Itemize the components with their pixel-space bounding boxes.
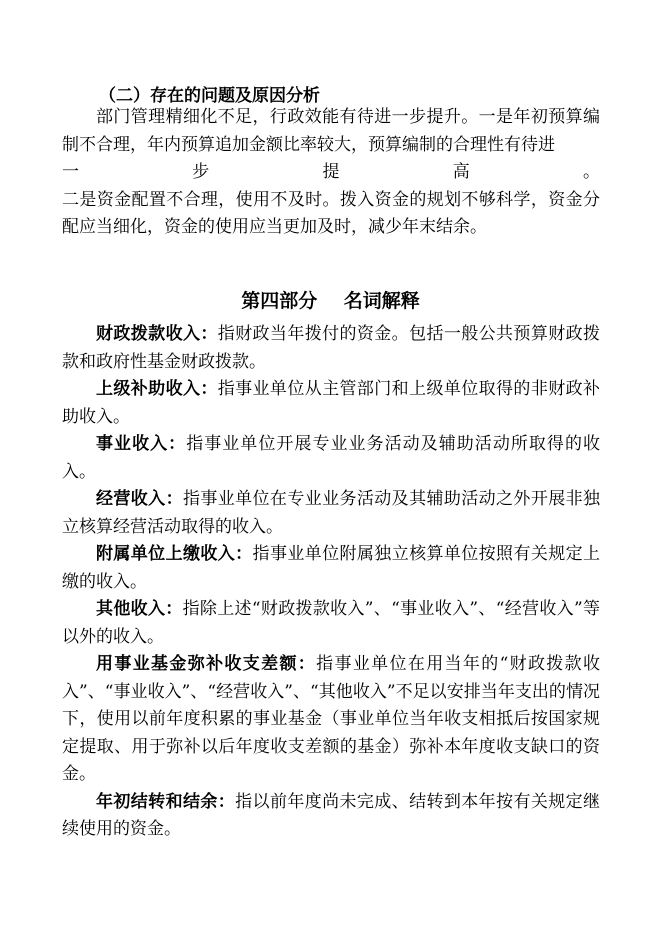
spread-char: 提 bbox=[322, 162, 340, 182]
term-name: 用事业基金弥补收支差额： bbox=[96, 654, 317, 674]
term-definition: 指事业单位在用当年的“财政拨款收入”、“事业收入”、“经营收入”、“其他收入”不足以安排当年支出的情况下，使用以前年度积累的事业基金（事业单位当年收支相抵后按国家规定提取、用于弥补以后年度收支差额的基金）弥补本年度收支缺口的资金。 bbox=[62, 654, 600, 784]
term-definition: 指事业单位从主管部门和上级单位取得的非财政补助收入。 bbox=[62, 379, 600, 427]
glossary-entry bbox=[62, 376, 600, 431]
term-name: 财政拨款收入： bbox=[96, 324, 218, 344]
spread-char: 一 bbox=[62, 162, 79, 182]
glossary-entry bbox=[62, 486, 600, 541]
problems-paragraph bbox=[62, 104, 600, 242]
glossary-list bbox=[62, 321, 600, 844]
term-definition: 指财政当年拨付的资金。包括一般公共预算财政拨款和政府性基金财政拨款。 bbox=[62, 324, 600, 372]
term-name: 其他收入： bbox=[96, 599, 183, 619]
spread-char: 。 bbox=[583, 162, 600, 182]
term-definition: 指除上述“财政拨款收入”、“事业收入”、“经营收入”等以外的收入。 bbox=[62, 599, 600, 647]
term-name: 附属单位上缴收入： bbox=[96, 544, 253, 564]
glossary-entry bbox=[62, 789, 600, 844]
glossary-entry bbox=[62, 321, 600, 376]
spread-char: 高 bbox=[452, 162, 470, 182]
glossary-entry bbox=[62, 651, 600, 789]
term-definition: 指以前年度尚未完成、结转到本年按有关规定继续使用的资金。 bbox=[62, 791, 601, 839]
term-name: 经营收入： bbox=[96, 489, 183, 509]
term-definition: 指事业单位在专业业务活动及其辅助活动之外开展非独立核算经营活动取得的收入。 bbox=[62, 489, 601, 537]
problems-paragraph-text: 部门管理精细化不足，行政效能有待进一步提升。一是年初预算编制不合理，年内预算追加金额比率较大，预算编制的合理性有待进 bbox=[62, 107, 600, 155]
term-definition: 指事业单位开展专业业务活动及辅助活动所取得的收入。 bbox=[62, 434, 601, 482]
spread-char: 步 bbox=[192, 162, 210, 182]
glossary-entry bbox=[62, 541, 600, 596]
problems-spread-line bbox=[62, 159, 600, 187]
term-name: 上级补助收入： bbox=[96, 379, 218, 399]
term-name: 年初结转和结余： bbox=[96, 791, 236, 812]
term-definition: 指事业单位附属独立核算单位按照有关规定上缴的收入。 bbox=[62, 544, 601, 592]
problems-heading: （二）存在的问题及原因分析 bbox=[99, 86, 320, 106]
problems-paragraph-tail: 二是资金配置不合理，使用不及时。拨入资金的规划不够科学，资金分配应当细化，资金的使用应当更加及时，减少年末结余。 bbox=[62, 189, 600, 237]
glossary-entry bbox=[62, 596, 600, 651]
glossary-entry bbox=[62, 431, 600, 486]
section-title: 第四部分 名词解释 bbox=[241, 290, 420, 312]
term-name: 事业收入： bbox=[96, 434, 187, 454]
